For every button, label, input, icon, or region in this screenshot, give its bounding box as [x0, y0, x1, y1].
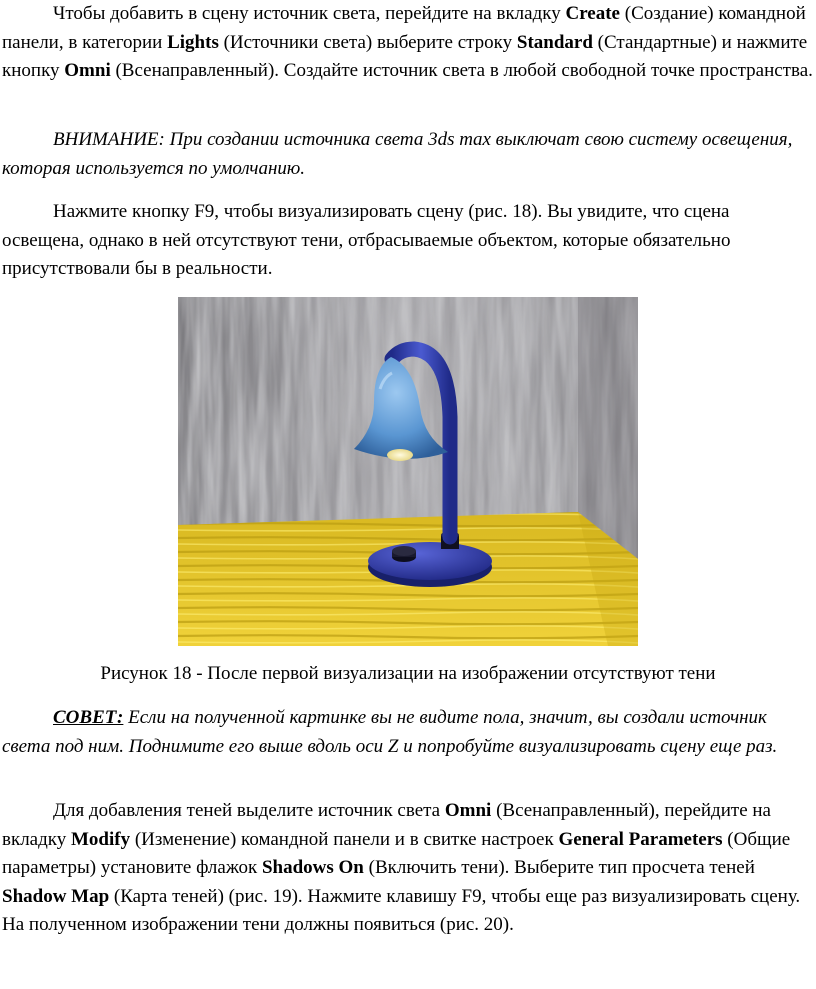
text-run: (Стандартные) и нажмите кнопку [2, 31, 808, 81]
paragraph-tip [2, 704, 814, 761]
figure-lamp-render [178, 297, 638, 646]
text-run: (Создание) командной панели, в категории [2, 3, 806, 53]
paragraph-warning: ВНИМАНИЕ: При создании источника света 3ds max выключат свою систему освещения, которая используется по умолчанию. [2, 129, 793, 179]
term-lights: Lights [167, 31, 219, 53]
term-general-parameters: General Parameters [558, 828, 723, 850]
paragraph-create-light [2, 0, 814, 86]
term-standard: Standard [516, 31, 593, 53]
term-modify: Modify [71, 828, 131, 850]
term-shadow-map: Shadow Map [2, 885, 110, 907]
text-run: (Общие параметры) установите флажок [2, 828, 791, 878]
term-omni: Omni [64, 60, 111, 81]
term-shadows-on: Shadows On [261, 857, 364, 878]
lamp-bulb [387, 449, 413, 461]
text-run: Чтобы добавить в сцену источник света, перейдите на вкладку [53, 3, 566, 24]
text-run: Для добавления теней выделите источник света [53, 800, 445, 821]
text-run: (Всенаправленный), перейдите на вкладку [2, 800, 771, 850]
paragraph-shadows [2, 797, 814, 940]
text-run: (Всенаправленный). Создайте источник света в любой свободной точке пространства. [110, 60, 813, 81]
lamp-base [368, 542, 492, 580]
tip-label: СОВЕТ: [53, 707, 124, 728]
text-run: (Включить тени). Выберите тип просчета теней [363, 857, 755, 878]
term-create: Create [565, 3, 620, 24]
term-omni: Omni [444, 800, 492, 821]
lamp-render-image [178, 297, 638, 646]
paragraph-render: Нажмите кнопку F9, чтобы визуализировать сцену (рис. 18). Вы увидите, что сцена освещена, однако в ней отсутствуют тени, отбрасываемые объектом, которые обязательно присутствовали бы в реальности. [2, 201, 731, 279]
text-run: (Источники света) выберите строку [218, 31, 517, 53]
tip-text: Если на полученной картинке вы не видите пола, значит, вы создали источник света под ним. Поднимите его выше вдоль оси Z и попробуйте визуализировать сцену еще раз. [2, 707, 778, 757]
text-run: (Изменение) командной панели и в свитке настроек [130, 828, 559, 850]
figure-caption: Рисунок 18 - После первой визуализации на изображении отсутствуют тени [100, 663, 716, 684]
text-run: (Карта теней) (рис. 19). Нажмите клавишу F9, чтобы еще раз визуализировать сцену. На полученном изображении тени должны появиться (рис. 20). [2, 885, 801, 935]
